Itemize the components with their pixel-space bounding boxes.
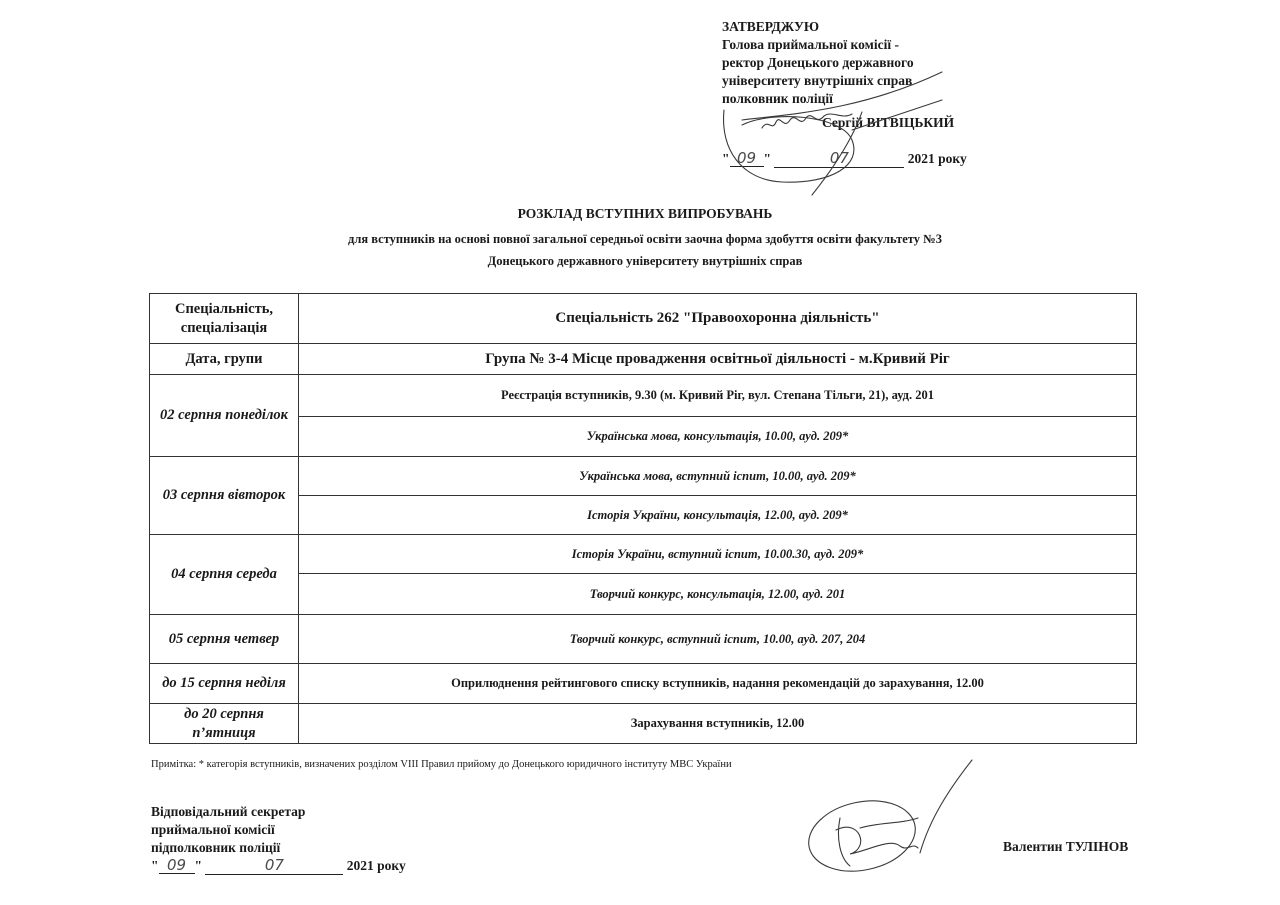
rector-name: Сергій ВІТВІЦЬКИЙ <box>822 115 955 130</box>
approval-line: університету внутрішніх справ <box>722 73 913 88</box>
document-subtitle: для вступників на основі повної загальної середньої освіти заочна форма здобуття освіти факультету №3 <box>348 232 942 246</box>
approval-heading: ЗАТВЕРДЖУЮ <box>722 19 820 34</box>
day-cell: 05 серпня четвер <box>150 615 299 664</box>
document-title: РОЗКЛАД ВСТУПНИХ ВИПРОБУВАНЬ <box>517 206 773 221</box>
approval-year: 2021 року <box>907 151 967 166</box>
secretary-line: підполковник поліції <box>151 840 281 855</box>
footnote: Примітка: * категорія вступників, визначених розділом VIII Правил прийому до Донецького юридичного інституту МВС України <box>151 759 732 770</box>
rector-signature <box>712 70 972 200</box>
table-row <box>150 535 1137 574</box>
table-row <box>150 664 1137 704</box>
event-cell: Історія України, вступний іспит, 10.00.30, ауд. 209* <box>299 535 1137 574</box>
header-group-value: Група № 3-4 Місце провадження освітньої діяльності - м.Кривий Ріг <box>299 344 1137 375</box>
approval-date: " 09 " 07 2021 року <box>722 149 967 167</box>
secretary-day: 09 <box>159 857 195 874</box>
document-subtitle-university: Донецького державного університету внутрішніх справ <box>487 254 803 268</box>
schedule-table <box>149 293 1137 744</box>
approval-line: Голова приймальної комісії - <box>722 37 899 52</box>
event-cell: Зарахування вступників, 12.00 <box>299 704 1137 744</box>
event-cell: Творчий конкурс, консультація, 12.00, ауд. 201 <box>299 574 1137 615</box>
approval-line: полковник поліції <box>722 91 833 106</box>
approval-line: ректор Донецького державного <box>722 55 914 70</box>
table-row <box>150 704 1137 744</box>
table-row <box>150 375 1137 417</box>
event-cell: Історія України, консультація, 12.00, ауд. 209* <box>299 496 1137 535</box>
day-cell: 02 серпня понеділок <box>150 375 299 457</box>
secretary-signature <box>800 758 980 883</box>
event-cell: Творчий конкурс, вступний іспит, 10.00, ауд. 207, 204 <box>299 615 1137 664</box>
approval-month: 07 <box>829 149 849 167</box>
table-row <box>150 574 1137 615</box>
event-cell: Українська мова, вступний іспит, 10.00, ауд. 209* <box>299 457 1137 496</box>
table-row <box>150 496 1137 535</box>
secretary-block <box>151 803 406 875</box>
secretary-line: приймальної комісії <box>151 822 275 837</box>
day-cell: до 20 серпня п’ятниця <box>150 704 299 744</box>
secretary-year: 2021 року <box>346 858 406 873</box>
approval-day: 09 <box>730 150 764 167</box>
event-cell: Українська мова, консультація, 10.00, ауд. 209* <box>299 417 1137 457</box>
event-cell: Реєстрація вступників, 9.30 (м. Кривий Ріг, вул. Степана Тільги, 21), ауд. 201 <box>299 375 1137 417</box>
secretary-line: Відповідальний секретар <box>151 804 306 819</box>
secretary-date: " 09 " 07 2021 року <box>151 856 406 874</box>
header-specialty-label: Спеціальність, спеціалізація <box>150 294 299 344</box>
event-cell: Оприлюднення рейтингового списку вступників, надання рекомендацій до зарахування, 12.00 <box>299 664 1137 704</box>
secretary-month: 07 <box>264 856 284 874</box>
day-cell: до 15 серпня неділя <box>150 664 299 704</box>
table-row <box>150 615 1137 664</box>
title-block <box>0 204 1280 272</box>
day-cell: 03 серпня вівторок <box>150 457 299 535</box>
day-cell: 04 серпня середа <box>150 535 299 615</box>
table-header-row <box>150 344 1137 375</box>
table-header-row <box>150 294 1137 344</box>
header-specialty-value: Спеціальність 262 "Правоохоронна діяльність" <box>299 294 1137 344</box>
header-date-label: Дата, групи <box>150 344 299 375</box>
secretary-name: Валентин ТУЛІНОВ <box>1003 839 1129 854</box>
table-row <box>150 417 1137 457</box>
table-row <box>150 457 1137 496</box>
